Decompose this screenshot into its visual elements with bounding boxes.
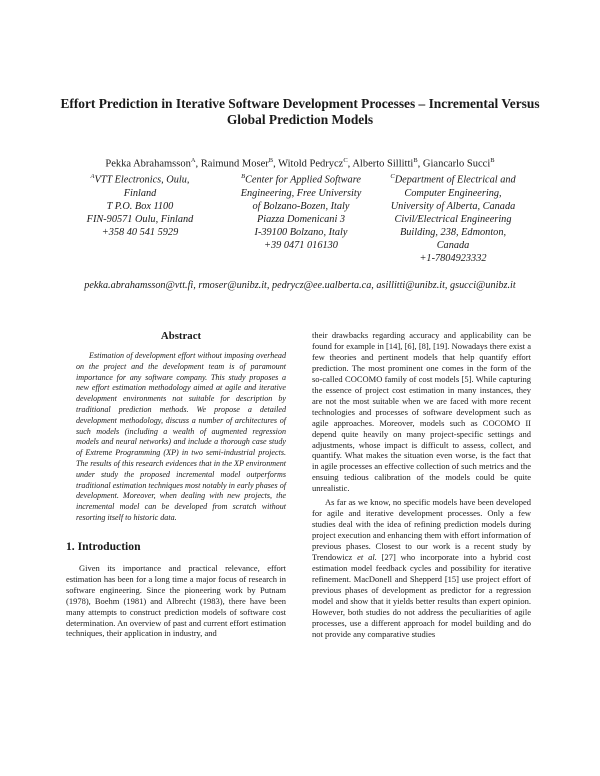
affiliation-line: VTT Electronics, Oulu,	[94, 174, 190, 186]
author-affiliation-mark: B	[268, 157, 274, 164]
affiliation-line: Piazza Domenicani 3	[256, 213, 346, 225]
abstract-text: Estimation of development effort without imposing overhead on the project and the development team is of paramount importance for any software company. This study proposes a new effort estimation methodology aimed at agile and iterative development environments not suitable for description by traditional prediction methods. We propose a detailed development methodology, discuss a number of architectures of such models (including a wealth of augmented regression models and neural networks) and include a thorough case study of Extreme Programming (XP) in two semi-industrial projects. The results of this research evidences that in the XP environment under study the proposed incremental model outperforms traditional estimation techniques most notably in early phases of development. Moreover, when dealing with new projects, the incremental model can be developed from scratch without resorting itself to historic data.	[76, 351, 286, 522]
affiliation-mark: A	[90, 173, 95, 180]
affiliation-line: +358 40 541 5929	[101, 226, 179, 238]
author-affiliation-mark: B	[413, 157, 418, 164]
body-text: [27] who incorporate into a hybrid cost estimation model feedback cycles and possibility for iterative refinement. MacDonell and Shepperd [15] use project effort of previous phases of development as predictor for a regression model and show that it yields better results than expert opinion. However, both studies do not address the peculiarities of agile processes, use a different approach for model building and do not provide any comparative studies	[312, 552, 531, 639]
intro-heading: 1. Introduction	[66, 539, 141, 553]
affiliation-line: Department of Electrical and	[394, 174, 516, 186]
author-emails: pekka.abrahamsson@vtt.fi, rmoser@unibz.it, pedrycz@ee.ualberta.ca, asillitti@unibz.it, gsucci@unibz.it	[84, 280, 516, 291]
author-name: Raimund Moser	[200, 158, 269, 170]
left-column	[66, 330, 286, 639]
body-text: As far as we know, no specific models have been developed for agile and iterative development processes. Only a few studies deal with the idea of refining prediction models during project execution and enhancing them with effort information of previous phases. Closest to our work is a recent study by Trendowicz	[312, 497, 531, 563]
author-list: Pekka Abrahamsson$^A$, Raimund Moser$^B$, Witold Pedrycz$^C$, Alberto Sillitti$^B$, Giancarlo Succi$^B$	[105, 157, 495, 170]
author-name: Witold Pedrycz	[278, 158, 344, 170]
intro-paragraph: Given its importance and practical relevance, effort estimation has been for a long time a major focus of research in software engineering. Since the pioneering work by Putnam (1978), Boehm (1981) and Albrecht (1983), there have been many attempts to construct prediction models of software cost determination. An overview of past and current effort estimation techniques, their application in industry, and	[66, 562, 286, 639]
affiliation-b	[225, 170, 377, 252]
affiliation-line: Building, 238, Edmonton,	[399, 226, 507, 238]
affiliation-line: of Bolzano-Bozen, Italy	[252, 200, 350, 212]
author-affiliation-mark: C	[343, 157, 348, 164]
affiliation-line: Finland	[123, 187, 157, 199]
affiliation-line: Engineering, Free University	[240, 187, 362, 199]
author-affiliation-mark: A	[190, 157, 196, 164]
author-name: Pekka Abrahamsson	[105, 158, 191, 170]
affiliation-mark: C	[390, 173, 395, 180]
right-column	[312, 330, 531, 640]
abstract-heading: Abstract	[160, 330, 202, 342]
affiliation-line: T P.O. Box 1100	[106, 200, 174, 212]
affiliation-line: +39 0471 016130	[264, 239, 338, 251]
body-text-emphasis: et al.	[357, 552, 377, 563]
affiliation-line: University of Alberta, Canada	[390, 200, 516, 212]
affiliation-c	[378, 170, 528, 265]
affiliation-mark: B	[241, 173, 246, 180]
affiliation-line: I-39100 Bolzano, Italy	[254, 226, 348, 238]
affiliation-line: FIN-90571 Oulu, Finland	[86, 213, 194, 225]
affiliation-line: +1-7804923332	[419, 252, 487, 264]
affiliation-line: Center for Applied Software	[245, 174, 361, 186]
author-affiliation-mark: B	[490, 157, 495, 164]
affiliation-line: Civil/Electrical Engineering	[394, 213, 512, 225]
body-paragraph	[312, 497, 531, 639]
author-name: Alberto Sillitti	[352, 158, 414, 170]
affiliation-line: Computer Engineering,	[404, 187, 502, 199]
paper-title: Effort Prediction in Iterative Software Development Processes – Incremental Versus Global Prediction Models	[60, 96, 540, 127]
affiliation-a	[70, 170, 210, 239]
author-name: Giancarlo Succi	[422, 158, 491, 170]
affiliation-line: Canada	[436, 239, 470, 251]
body-paragraph: their drawbacks regarding accuracy and applicability can be found for example in [14], [6], [8], [19]. Nowadays there exist a few theories and pertinent models that help quantify effort prediction. The most prominent one comes in the form of the so-called COCOMO family of cost models [5]. While capturing the essence of project cost estimation in many instances, they are not the most suitable when we are faced with more recent technologies and processes of software development such as agile approaches. Moreover, models such as COCOMO II depend quite heavily on many project-specific settings and adjustments, whose impact is difficult to assess, collect, and quantify. What makes the situation even worse, is the fact that in agile processes an effective collection of such metrics and the ensuing tedious calibration of the models could be quite unrealistic.	[312, 330, 531, 494]
